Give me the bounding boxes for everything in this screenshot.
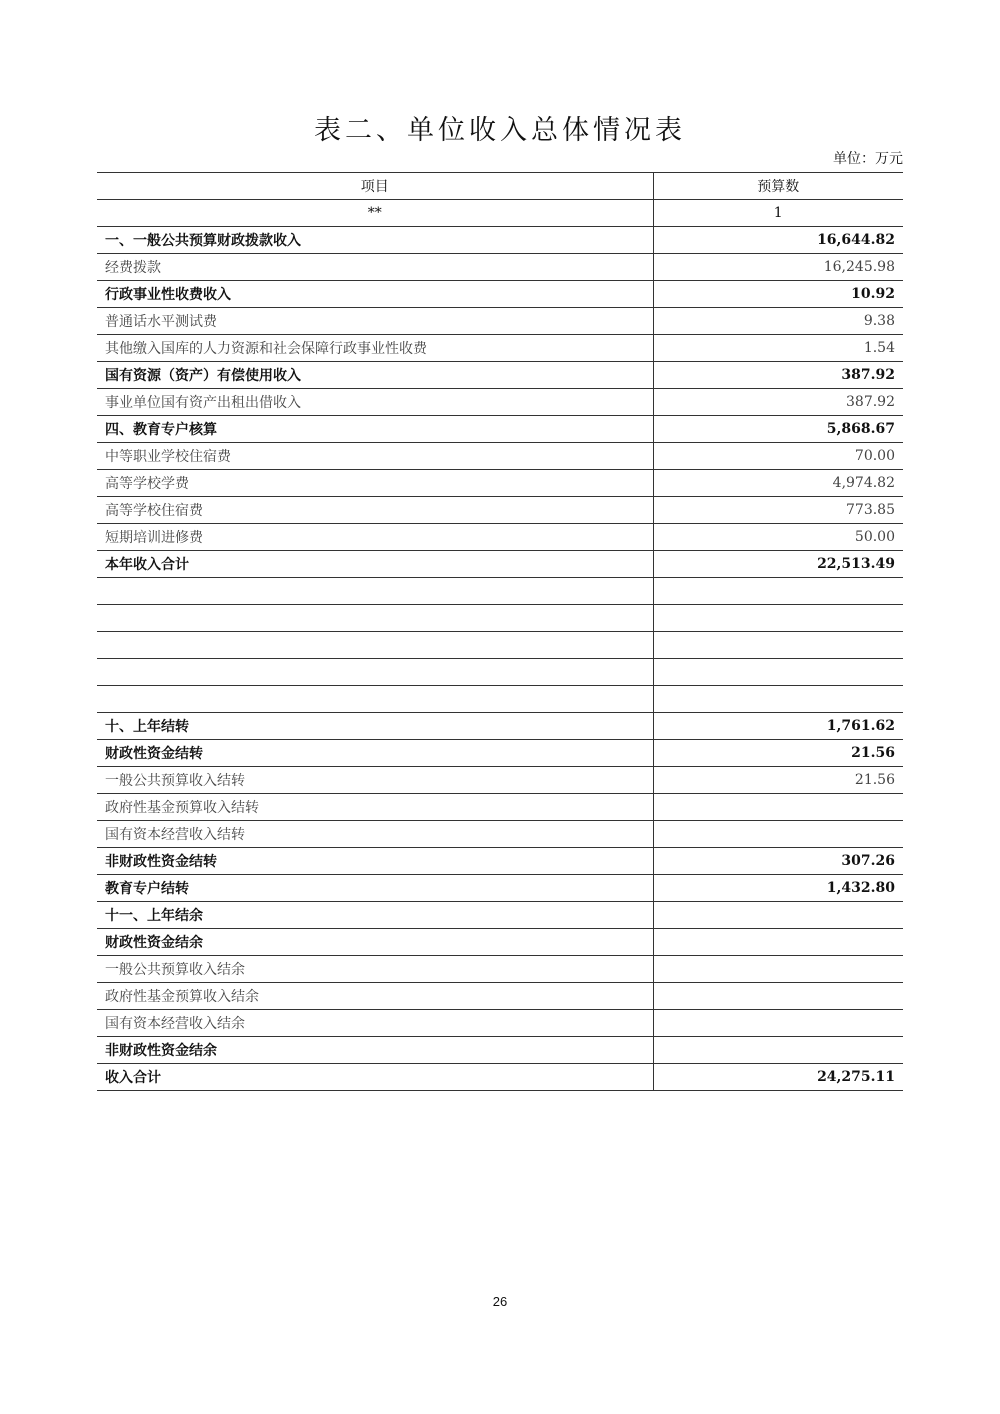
- table-row: [97, 740, 903, 767]
- row-label: 财政性资金结转: [97, 740, 653, 767]
- row-amount: 9.38: [653, 308, 903, 335]
- row-amount: 10.92: [653, 281, 903, 308]
- table-row: [97, 362, 903, 389]
- row-label: 行政事业性收费收入: [97, 281, 653, 308]
- page-number: 26: [492, 1294, 508, 1309]
- income-table: [97, 172, 903, 1091]
- header-item: 项目: [97, 173, 653, 200]
- row-amount: 1.54: [653, 335, 903, 362]
- page-title: 表二、单位收入总体情况表: [314, 115, 686, 146]
- table-row: [97, 956, 903, 983]
- table-row: [97, 767, 903, 794]
- table-row: [97, 470, 903, 497]
- row-amount: 16,245.98: [653, 254, 903, 281]
- row-amount: 1,761.62: [653, 713, 903, 740]
- row-label: 收入合计: [97, 1064, 653, 1091]
- row-amount: [653, 956, 903, 983]
- table-row: [97, 308, 903, 335]
- row-amount: [653, 578, 903, 605]
- table-row: [97, 983, 903, 1010]
- table-row: [97, 1037, 903, 1064]
- table-row: [97, 443, 903, 470]
- row-label: 四、教育专户核算: [97, 416, 653, 443]
- row-label: 非财政性资金结转: [97, 848, 653, 875]
- header-amount-code: 1: [653, 200, 903, 227]
- row-label: 一、一般公共预算财政拨款收入: [97, 227, 653, 254]
- row-label: 短期培训进修费: [97, 524, 653, 551]
- row-label: 十一、上年结余: [97, 902, 653, 929]
- row-label: 一般公共预算收入结转: [97, 767, 653, 794]
- row-label: 政府性基金预算收入结余: [97, 983, 653, 1010]
- table-row-empty: [97, 686, 903, 713]
- row-label: 教育专户结转: [97, 875, 653, 902]
- row-amount: [653, 686, 903, 713]
- row-amount: [653, 1037, 903, 1064]
- row-label: 其他缴入国库的人力资源和社会保障行政事业性收费: [97, 335, 653, 362]
- row-label: 一般公共预算收入结余: [97, 956, 653, 983]
- table-row-total: [97, 551, 903, 578]
- row-amount: 16,644.82: [653, 227, 903, 254]
- row-amount: 387.92: [653, 362, 903, 389]
- table-header-row: [97, 173, 903, 200]
- table-row: [97, 524, 903, 551]
- row-amount: [653, 632, 903, 659]
- row-amount: 50.00: [653, 524, 903, 551]
- row-label: 非财政性资金结余: [97, 1037, 653, 1064]
- row-amount: [653, 821, 903, 848]
- row-amount: [653, 794, 903, 821]
- row-label: [97, 686, 653, 713]
- row-amount: 24,275.11: [653, 1064, 903, 1091]
- table-row: [97, 416, 903, 443]
- row-amount: [653, 1010, 903, 1037]
- row-label: 十、上年结转: [97, 713, 653, 740]
- row-amount: [653, 983, 903, 1010]
- row-label: 政府性基金预算收入结转: [97, 794, 653, 821]
- row-label: 中等职业学校住宿费: [97, 443, 653, 470]
- header-item-code: **: [97, 200, 653, 227]
- row-label: 经费拨款: [97, 254, 653, 281]
- table-row: [97, 929, 903, 956]
- table-row: [97, 497, 903, 524]
- row-label: 财政性资金结余: [97, 929, 653, 956]
- row-amount: [653, 929, 903, 956]
- table-row: [97, 389, 903, 416]
- row-label: [97, 605, 653, 632]
- row-label: 高等学校住宿费: [97, 497, 653, 524]
- table-subheader-row: [97, 200, 903, 227]
- row-amount: 22,513.49: [653, 551, 903, 578]
- row-label: 本年收入合计: [97, 551, 653, 578]
- row-amount: [653, 659, 903, 686]
- row-amount: 387.92: [653, 389, 903, 416]
- row-amount: 4,974.82: [653, 470, 903, 497]
- row-label: 高等学校学费: [97, 470, 653, 497]
- row-label: 国有资本经营收入结余: [97, 1010, 653, 1037]
- row-amount: 21.56: [653, 767, 903, 794]
- row-amount: 70.00: [653, 443, 903, 470]
- table-row: [97, 875, 903, 902]
- row-label: 普通话水平测试费: [97, 308, 653, 335]
- table-row: [97, 821, 903, 848]
- table-row: [97, 227, 903, 254]
- row-amount: 773.85: [653, 497, 903, 524]
- row-amount: 1,432.80: [653, 875, 903, 902]
- row-label: 国有资本经营收入结转: [97, 821, 653, 848]
- row-amount: [653, 605, 903, 632]
- table-row: [97, 254, 903, 281]
- row-amount: 307.26: [653, 848, 903, 875]
- table-row: [97, 335, 903, 362]
- row-amount: [653, 902, 903, 929]
- row-amount: 5,868.67: [653, 416, 903, 443]
- table-row-empty: [97, 605, 903, 632]
- row-label: 事业单位国有资产出租出借收入: [97, 389, 653, 416]
- table-row: [97, 281, 903, 308]
- table-row: [97, 848, 903, 875]
- table-row: [97, 713, 903, 740]
- table-row-empty: [97, 578, 903, 605]
- row-label: [97, 632, 653, 659]
- header-amount: 预算数: [653, 173, 903, 200]
- unit-label: 单位：万元: [833, 151, 903, 167]
- table-row: [97, 902, 903, 929]
- row-label: 国有资源（资产）有偿使用收入: [97, 362, 653, 389]
- table-row: [97, 1010, 903, 1037]
- table-row-grand-total: [97, 1064, 903, 1091]
- row-amount: 21.56: [653, 740, 903, 767]
- row-label: [97, 659, 653, 686]
- table-row-empty: [97, 632, 903, 659]
- row-label: [97, 578, 653, 605]
- table-row-empty: [97, 659, 903, 686]
- table-row: [97, 794, 903, 821]
